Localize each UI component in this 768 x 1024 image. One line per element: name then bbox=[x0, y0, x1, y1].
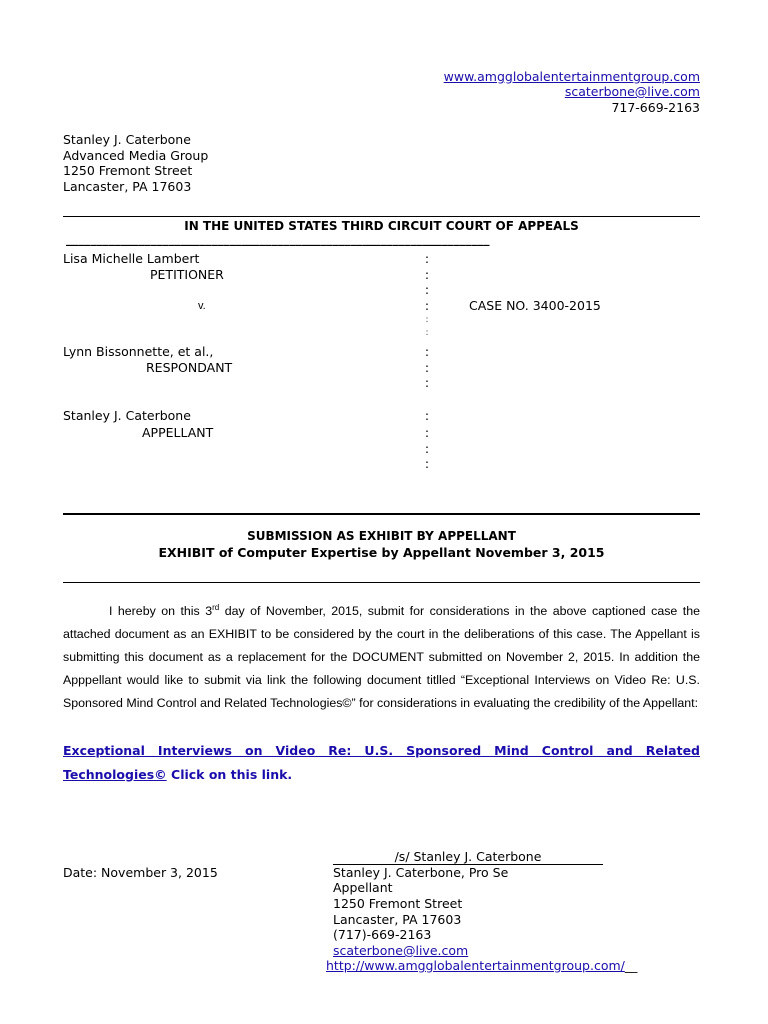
court-title-underline: ______________________________________________________________________ bbox=[66, 232, 490, 246]
caption-colon: : bbox=[424, 408, 430, 423]
signature-street: 1250 Fremont Street bbox=[333, 896, 463, 911]
body-paragraph: I hereby on this 3rd day of November, 2015, submit for considerations in the above captioned case the attached document as an EXHIBIT to be considered by the court in the deliberations of this case. The Appellant is submitting this document as a replacement for the DOCUMENT submitted on November 2, 2015. In addition the Apppellant would like to submit via link the following document titlled “Exceptional Interviews on Video Re: U.S. Sponsored Mind Control and Related Technologies©” for considerations in evaluating the credibility of the Appellant: bbox=[63, 602, 700, 710]
header-email-link[interactable]: scaterbone@live.com bbox=[564, 84, 700, 99]
sender-name: Stanley J. Caterbone bbox=[63, 132, 191, 147]
submission-heading: SUBMISSION AS EXHIBIT BY APPELLANT bbox=[247, 529, 516, 543]
signature-website-link[interactable]: http://www.amgglobalentertainmentgroup.com/ bbox=[326, 958, 625, 973]
signature-city: Lancaster, PA 17603 bbox=[333, 912, 462, 927]
submission-subheading: EXHIBIT of Computer Expertise by Appellant November 3, 2015 bbox=[158, 545, 605, 560]
caption-colon: : bbox=[424, 425, 430, 440]
exhibit-link-paragraph bbox=[63, 739, 700, 787]
caption-colon: : bbox=[425, 328, 429, 338]
caption-colon: : bbox=[424, 298, 430, 313]
appellant-name: Stanley J. Caterbone bbox=[63, 408, 191, 423]
respondent-role: RESPONDANT bbox=[146, 360, 233, 375]
petitioner-name: Lisa Michelle Lambert bbox=[63, 251, 200, 266]
signature-website-tail: __ bbox=[624, 958, 638, 973]
caption-colon: : bbox=[424, 251, 430, 266]
respondent-name: Lynn Bissonnette, et al., bbox=[63, 344, 214, 359]
exhibit-link[interactable]: Exceptional Interviews on Video Re: U.S. Sponsored Mind Control and Related Technologies© bbox=[63, 743, 700, 782]
header-website-link[interactable]: www.amgglobalentertainmentgroup.com bbox=[443, 69, 700, 84]
sender-city: Lancaster, PA 17603 bbox=[63, 179, 192, 194]
signature-phone: (717)-669-2163 bbox=[333, 927, 432, 942]
court-title: IN THE UNITED STATES THIRD CIRCUIT COURT OF APPEALS bbox=[184, 219, 579, 233]
sender-street: 1250 Fremont Street bbox=[63, 163, 193, 178]
versus-label: v. bbox=[198, 300, 206, 312]
signature-line: /s/ Stanley J. Caterbone bbox=[333, 849, 603, 865]
divider-submission-top bbox=[63, 513, 700, 515]
divider-top bbox=[63, 216, 700, 217]
caption-colon: : bbox=[424, 344, 430, 359]
petitioner-role: PETITIONER bbox=[150, 267, 224, 282]
caption-colon: : bbox=[425, 315, 429, 325]
caption-colon: : bbox=[424, 360, 430, 375]
signature-name: Stanley J. Caterbone, Pro Se bbox=[333, 865, 509, 880]
sender-company: Advanced Media Group bbox=[63, 148, 209, 163]
appellant-role: APPELLANT bbox=[142, 425, 214, 440]
header-phone: 717-669-2163 bbox=[611, 100, 700, 115]
exhibit-link-suffix: Click on this link. bbox=[166, 767, 293, 782]
caption-colon: : bbox=[424, 441, 430, 456]
divider-submission-bottom bbox=[63, 582, 700, 583]
case-number: CASE NO. 3400-2015 bbox=[469, 298, 601, 313]
date-line: Date: November 3, 2015 bbox=[63, 865, 218, 880]
caption-colon: : bbox=[424, 456, 430, 471]
caption-colon: : bbox=[424, 375, 430, 390]
caption-colon: : bbox=[424, 267, 430, 282]
signature-website-row bbox=[326, 958, 637, 974]
signature-role: Appellant bbox=[333, 880, 393, 895]
caption-colon: : bbox=[424, 282, 430, 297]
signature-email-link[interactable]: scaterbone@live.com bbox=[333, 943, 469, 958]
